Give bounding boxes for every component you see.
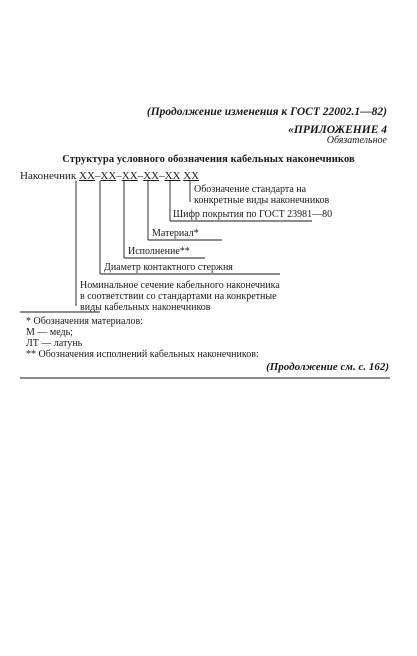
code-segment-2: XX <box>100 170 117 182</box>
label-material: Материал* <box>152 228 199 239</box>
code-prefix: Наконечник <box>20 170 77 182</box>
footnote-materials-title: * Обозначения материалов: <box>26 316 144 327</box>
continued-note: (Продолжение см. с. 162) <box>266 361 389 373</box>
label-version: Исполнение** <box>128 246 190 257</box>
code-segment-1: XX <box>79 170 95 182</box>
code-segment-4: XX <box>143 170 160 182</box>
footnote-material-copper: М — медь; <box>26 327 73 338</box>
label-diameter: Диаметр контактного стержня <box>104 262 233 273</box>
structure-caption: Структура условного обозначения кабельных наконечников <box>62 154 355 165</box>
code-separator: – <box>137 170 144 182</box>
footnote-material-brass: ЛТ — латунь <box>26 338 83 349</box>
appendix-status: Обязательное <box>326 135 387 146</box>
label-coating-code: Шифр покрытия по ГОСТ 23981—80 <box>173 209 333 220</box>
code-separator: – <box>159 170 165 182</box>
code-segment-6: XX <box>183 170 200 182</box>
code-separator: – <box>116 170 122 182</box>
code-segment-3: XX <box>121 170 138 182</box>
footnote-versions-title: ** Обозначения исполнений кабельных наконечников: <box>26 349 259 360</box>
code-separator: – <box>94 170 101 182</box>
continuation-note: (Продолжение изменения к ГОСТ 22002.1—82) <box>146 106 387 118</box>
code-segment-5: XX <box>164 170 181 182</box>
appendix-title: «ПРИЛОЖЕНИЕ 4 <box>288 124 387 136</box>
label-standard-designation: Обозначение стандарта на конкретные виды наконечников <box>194 184 330 206</box>
label-nominal-section: Номинальное сечение кабельного наконечника в соответствии со стандартами на конкретные виды кабельных наконечников <box>80 280 280 313</box>
